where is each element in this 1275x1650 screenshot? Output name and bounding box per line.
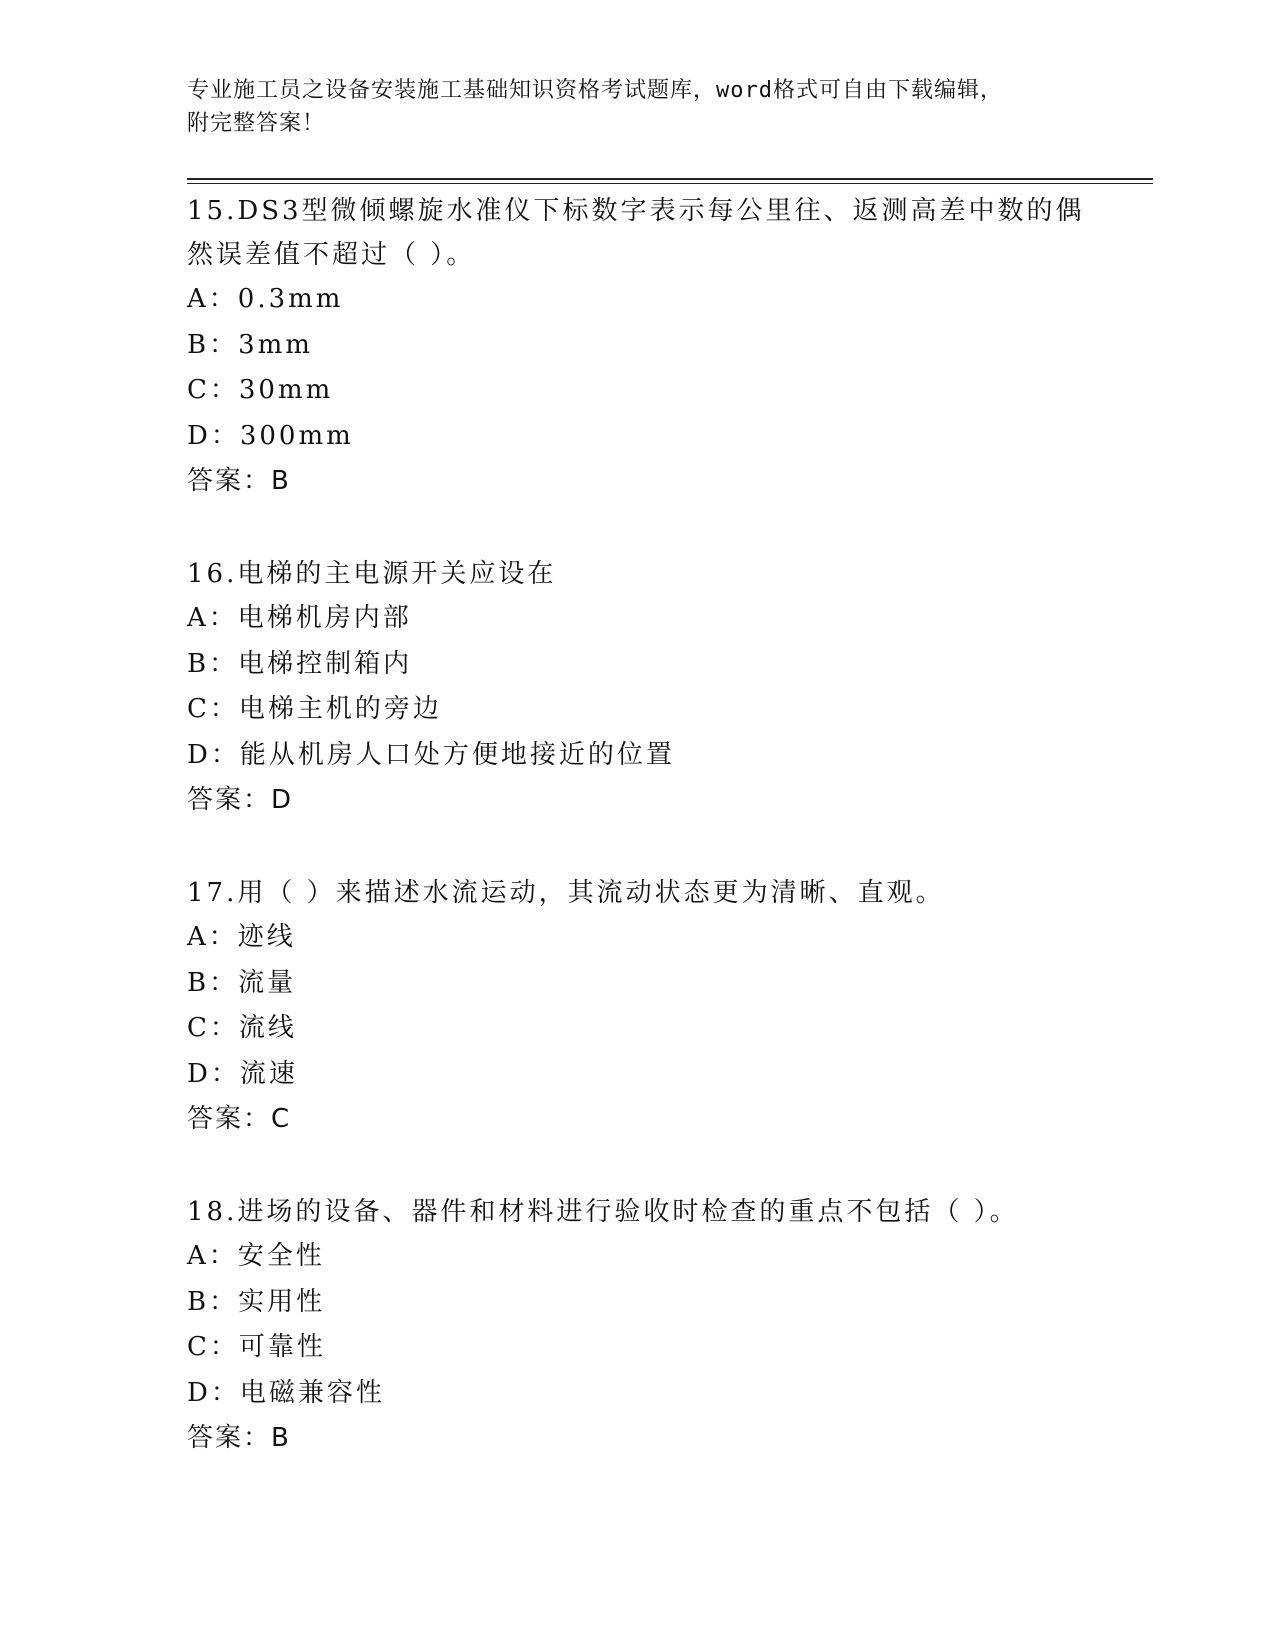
answer-line: 答案：B — [187, 466, 291, 496]
option-c: C：电梯主机的旁边 — [187, 694, 442, 724]
answer-line: 答案：B — [187, 1423, 291, 1453]
answer-line: 答案：C — [187, 1104, 292, 1134]
question-stem-line-1: 16.电梯的主电源开关应设在 — [187, 559, 557, 589]
option-a: A：0.3mm — [187, 284, 344, 314]
document-header — [187, 74, 1087, 140]
option-d: D：能从机房人口处方便地接近的位置 — [187, 739, 675, 770]
option-b: B：电梯控制箱内 — [187, 648, 413, 679]
question-16 — [187, 552, 1087, 823]
option-a: A：电梯机房内部 — [187, 603, 412, 633]
option-c: C：可靠性 — [187, 1332, 326, 1362]
option-d: D：流速 — [187, 1058, 298, 1089]
option-d: D：电磁兼容性 — [187, 1377, 385, 1408]
option-a: A：安全性 — [187, 1241, 325, 1271]
header-line-1: 专业施工员之设备安装施工基础知识资格考试题库，word格式可自由下载编辑， — [187, 78, 1003, 103]
question-stem-line-1: 18.进场的设备、器件和材料进行验收时检查的重点不包括（ ）。 — [187, 1197, 1019, 1227]
question-15 — [187, 189, 1087, 504]
question-18 — [187, 1190, 1087, 1461]
answer-line: 答案：D — [187, 785, 294, 815]
option-b: B：实用性 — [187, 1286, 326, 1317]
option-b: B：流量 — [187, 967, 297, 998]
option-a: A：迹线 — [187, 922, 296, 952]
option-c: C：30mm — [187, 375, 334, 405]
option-d: D：300mm — [187, 420, 354, 451]
header-line-2: 附完整答案！ — [187, 111, 326, 136]
question-stem-line-1: 17.用（ ）来描述水流运动，其流动状态更为清晰、直观。 — [187, 878, 945, 908]
question-stem-line-2: 然误差值不超过（ ）。 — [187, 240, 476, 270]
question-stem-line-1: 15.DS3型微倾螺旋水准仪下标数字表示每公里往、返测高差中数的偶 — [187, 196, 1085, 226]
option-b: B：3mm — [187, 329, 313, 360]
header-divider-thin — [187, 183, 1153, 184]
question-17 — [187, 871, 1087, 1142]
option-c: C：流线 — [187, 1013, 297, 1043]
header-divider-thick — [187, 178, 1153, 180]
